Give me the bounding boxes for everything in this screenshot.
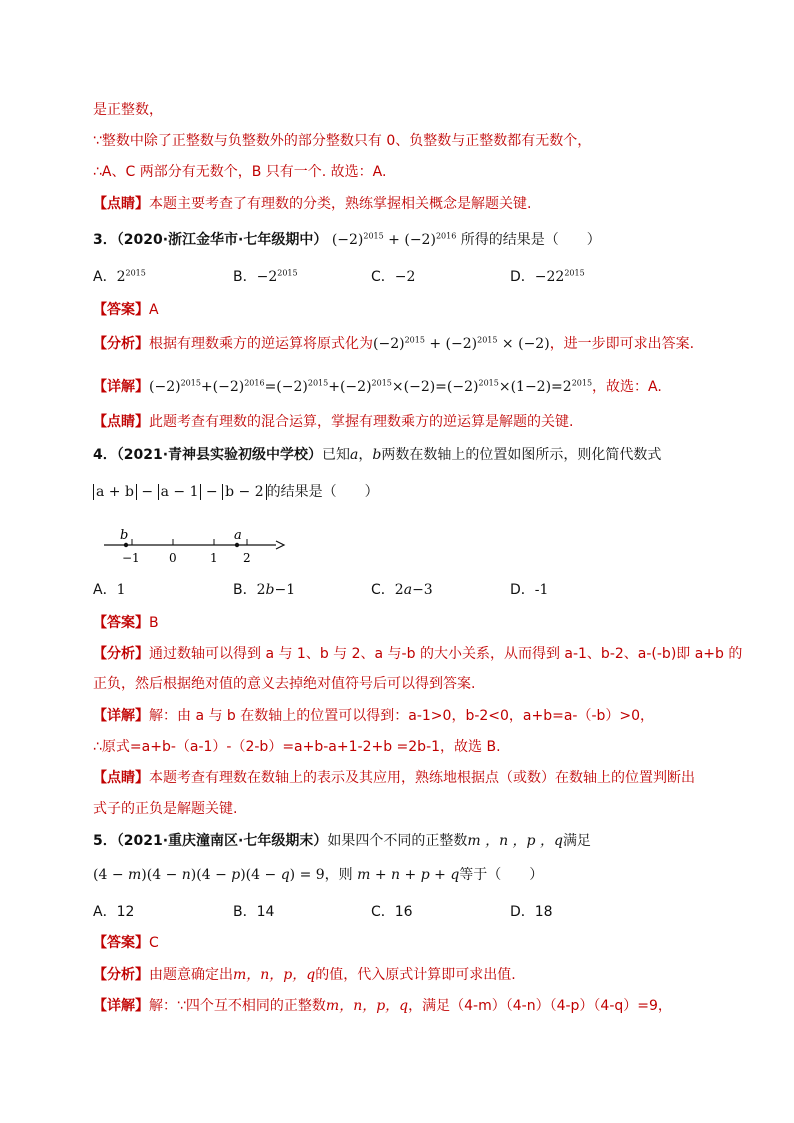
xiangjie-tail: ，满足（4-m）（4-n）（4-p）（4-q）=9， — [408, 998, 672, 1014]
point-a — [235, 543, 239, 547]
q5-stem2-tail: 等于（ ） — [459, 867, 544, 883]
q4-fenxi — [93, 645, 743, 663]
number-line-figure — [100, 524, 290, 572]
point-b-label: b — [120, 528, 129, 543]
dianjing-text: 此题考查有理数的混合运算，掌握有理数乘方的逆运算是解题的关键. — [149, 414, 574, 430]
q3-option-a: A．$2^{2015}$ — [93, 268, 146, 285]
dianjing-text: 本题考查有理数在数轴上的表示及其应用，熟练地根据点（或数）在数轴上的位置判断出 — [149, 770, 695, 786]
fenxi-tag: 【分析】 — [93, 336, 149, 352]
xiangjie-tag: 【详解】 — [93, 708, 149, 724]
q4-answer — [93, 614, 734, 632]
xiangjie-tail: ，故选：A. — [592, 379, 662, 395]
q2-text-line-1: 是正整数， — [93, 102, 163, 118]
q4-stem2-tail: 的结果是（ ） — [266, 484, 379, 500]
q2-text-line-3: ∴A、C 两部分有无数个，B 只有一个. 故选：A. — [93, 164, 387, 180]
q4-options — [93, 581, 713, 601]
q5-option-b: B．14 — [233, 904, 275, 920]
q4-fenxi-line-2: 正负，然后根据绝对值的意义去掉绝对值符号后可以得到答案. — [93, 676, 476, 692]
fenxi-text: 通过数轴可以得到 a 与 1、b 与 2、a 与-b 的大小关系，从而得到 a-1、b-2、a-(-b)即 a+b 的 — [149, 646, 743, 662]
fenxi-text: 根据有理数乘方的逆运算将原式化为 — [149, 336, 373, 352]
q3-option-c: C．−2 — [371, 269, 416, 285]
question-number: 3． — [93, 232, 117, 248]
number-line-arrow — [276, 541, 284, 549]
xiangjie-text: 解：∵四个互不相同的正整数 — [149, 998, 326, 1014]
q3-xiangjie — [93, 378, 734, 396]
q3-expression: $(-2)^{2015} + (-2)^{2016}$ — [331, 231, 457, 248]
q4-option-b: B．2b−1 — [233, 582, 296, 598]
q5-answer — [93, 934, 734, 952]
fenxi-tag: 【分析】 — [93, 646, 149, 662]
q5-stem-tail: 满足 — [562, 833, 591, 849]
q4-dianjing — [93, 769, 734, 787]
tick-label-0: 0 — [169, 551, 177, 565]
dianjing-tag: 【点睛】 — [93, 770, 149, 786]
q5-variables: m ，n ，p ，q — [467, 833, 563, 849]
q3-answer — [93, 301, 734, 319]
question-number: 4． — [93, 447, 117, 463]
q3-stem — [93, 231, 734, 249]
answer-value: A — [149, 302, 159, 318]
q2-dianjing — [93, 195, 734, 213]
q3-stem-tail: 所得的结果是（ ） — [460, 232, 601, 248]
point-b — [124, 543, 128, 547]
q4-option-d: D．-1 — [510, 582, 549, 598]
q3-options — [93, 268, 713, 288]
q4-abs-expression: a + b − a − 1 − b − 2 — [93, 484, 267, 500]
question-number: 5． — [93, 833, 117, 849]
xiangjie-tag: 【详解】 — [93, 998, 149, 1014]
q5-options — [93, 903, 713, 923]
xiangjie-text: 解：由 a 与 b 在数轴上的位置可以得到：a-1>0，b-2<0，a+b=a-（-b）>0， — [149, 708, 655, 724]
q5-stem-text: 如果四个不同的正整数 — [327, 833, 468, 849]
q5-equation: (4 − m)(4 − n)(4 − p)(4 − q) = 9 — [93, 867, 325, 883]
dianjing-tag: 【点睛】 — [93, 196, 149, 212]
answer-value: C — [149, 935, 159, 951]
answer-tag: 【答案】 — [93, 302, 149, 318]
answer-tag: 【答案】 — [93, 615, 149, 631]
tick-label-1: 1 — [210, 551, 218, 565]
answer-value: B — [149, 615, 159, 631]
q5-stem-line-2: (4 − m)(4 − n)(4 − p)(4 − q) = 9，则 m + n + p + q等于（ ） — [93, 867, 544, 883]
q3-fenxi — [93, 335, 734, 353]
q5-stem — [93, 832, 734, 850]
q3-dianjing — [93, 413, 734, 431]
q5-option-c: C．16 — [371, 904, 413, 920]
fenxi-text-tail: ，进一步即可求出答案. — [549, 336, 695, 352]
q4-stem-text: 已知 — [322, 447, 351, 463]
fenxi-text: 由题意确定出 — [149, 967, 233, 983]
question-source: （2021·青神县实验初级中学校） — [116, 447, 323, 463]
q4-xiangjie-line-2: ∴原式=a+b-（a-1）-（2-b）=a+b-a+1-2+b =2b-1，故选 B. — [93, 739, 501, 755]
q3-option-b: B．$-2^{2015}$ — [233, 268, 298, 285]
q4-option-c: C．2a−3 — [371, 582, 433, 598]
q5-xiangjie: 【详解】解：∵四个互不相同的正整数m，n，p，q，满足（4-m）（4-n）（4-p）（4-q）=9， — [93, 998, 672, 1014]
tick-label-2: 2 — [243, 551, 251, 565]
q4-stem-line-2 — [93, 483, 734, 501]
q4-dianjing-line-2: 式子的正负是解题关键. — [93, 801, 238, 817]
q4-stem-mid: 两数在数轴上的位置如图所示，则化简代数式 — [381, 447, 662, 463]
xiangjie-expression: $(-2)^{2015}+(-2)^{2016}=(-2)^{2015}+(-2)^{2015}\times(-2)=(-2)^{2015}\times(1-2)=2^{2015}$ — [149, 378, 593, 395]
point-a-label: a — [234, 528, 242, 543]
number-line-svg — [100, 524, 290, 568]
q5-option-a: A．12 — [93, 904, 135, 920]
question-source: （2021·重庆潼南区·七年级期末） — [116, 833, 328, 849]
tick-label-minus-1: −1 — [122, 551, 140, 565]
q4-xiangjie — [93, 707, 734, 725]
question-source: （2020·浙江金华市·七年级期中） — [116, 232, 328, 248]
fenxi-expression: $(-2)^{2015} + (-2)^{2015} \times (-2)$ — [373, 335, 550, 352]
dianjing-tag: 【点睛】 — [93, 414, 149, 430]
q2-text-line-2: ∵整数中除了正整数与负整数外的部分整数只有 0、负整数与正整数都有无数个， — [93, 133, 592, 149]
xiangjie-tag: 【详解】 — [93, 379, 149, 395]
answer-tag: 【答案】 — [93, 935, 149, 951]
dianjing-text: 本题主要考查了有理数的分类，熟练掌握相关概念是解题关键. — [149, 196, 532, 212]
q5-fenxi: 【分析】由题意确定出m，n，p，q的值，代入原式计算即可求出值. — [93, 967, 516, 983]
q4-option-a: A．1 — [93, 582, 126, 598]
q4-stem: 4．（2021·青神县实验初级中学校）已知a，b两数在数轴上的位置如图所示，则化简代数式 — [93, 447, 662, 463]
fenxi-tag: 【分析】 — [93, 967, 149, 983]
q5-option-d: D．18 — [510, 904, 553, 920]
fenxi-tail: 的值，代入原式计算即可求出值. — [315, 967, 516, 983]
q3-option-d: D．$-22^{2015}$ — [510, 268, 585, 285]
